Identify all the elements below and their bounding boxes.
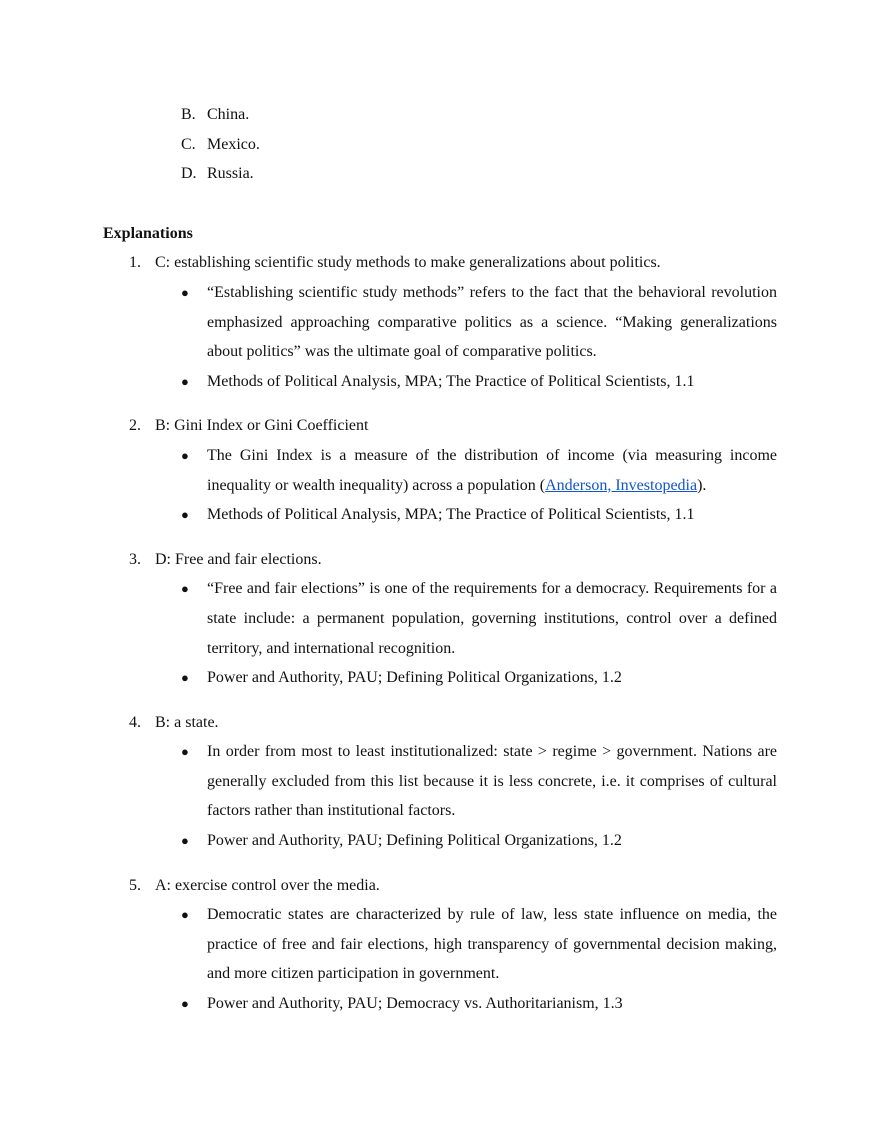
bullet-icon: ●: [181, 507, 189, 523]
option-d: D. Russia.: [181, 165, 254, 183]
list-item: ● Democratic states are characterized by rule of law, less state influence on media, the practice of free and fair elections, high transparency of governmental decision making, and more citizen participation in government.: [181, 900, 777, 989]
list-item: ● Power and Authority, PAU; Democracy vs. Authoritarianism, 1.3: [181, 989, 777, 1019]
explanation-2: 2. B: Gini Index or Gini Coefficient ● The Gini Index is a measure of the distribution of income (via measuring income inequality or wealth inequality) across a population (Anderson, Investopedia). ● Methods of Political Analysis, MPA; The Practice of Political Scientists, 1.1: [129, 411, 777, 529]
bullet-icon: ●: [181, 581, 189, 597]
bullet-icon: ●: [181, 373, 189, 389]
bullet-icon: ●: [181, 833, 189, 849]
explanation-3: 3. D: Free and fair elections. ● “Free and fair elections” is one of the requirements for a democracy. Requirements for a state include: a permanent population, governing institutions, control over a defined territory, and international recognition. ● Power and Authority, PAU; Defining Political Organizations, 1.2: [129, 545, 777, 693]
list-item: ● Power and Authority, PAU; Defining Political Organizations, 1.2: [181, 663, 777, 693]
bullet-icon: ●: [181, 996, 189, 1012]
bullet-icon: ●: [181, 670, 189, 686]
section-heading: Explanations: [103, 224, 193, 242]
list-item: ● The Gini Index is a measure of the distribution of income (via measuring income inequality or wealth inequality) across a population (Anderson, Investopedia).: [181, 441, 777, 500]
bullet-icon: ●: [181, 744, 189, 760]
answer-options: [181, 100, 777, 189]
explanation-4: 4. B: a state. ● In order from most to least institutionalized: state > regime > government. Nations are generally excluded from this list because it is less concrete, i.e. it comprises of cultural factors rather than institutional factors. ● Power and Authority, PAU; Defining Political Organizations, 1.2: [129, 708, 777, 856]
list-item: ● Methods of Political Analysis, MPA; The Practice of Political Scientists, 1.1: [181, 367, 777, 397]
list-item: ● “Establishing scientific study methods” refers to the fact that the behavioral revolution emphasized approaching comparative politics as a science. “Making generalizations about politics” was the ultimate goal of comparative politics.: [181, 278, 777, 367]
explanation-5: 5. A: exercise control over the media. ● Democratic states are characterized by rule of law, less state influence on media, the practice of free and fair elections, high transparency of governmental decision making, and more citizen participation in government. ● Power and Authority, PAU; Democracy vs. Authoritarianism, 1.3: [129, 871, 777, 1019]
explanation-1: 1. C: establishing scientific study methods to make generalizations about politics. ● “Establishing scientific study methods” refers to the fact that the behavioral revolution emphasized approaching comparative politics as a science. “Making generalizations about politics” was the ultimate goal of comparative politics. ● Methods of Political Analysis, MPA; The Practice of Political Scientists, 1.1: [129, 248, 777, 396]
list-item: ● In order from most to least institutionalized: state > regime > government. Nations are generally excluded from this list because it is less concrete, i.e. it comprises of cultural factors rather than institutional factors.: [181, 737, 777, 826]
citation-link[interactable]: Anderson, Investopedia: [545, 476, 698, 494]
bullet-icon: ●: [181, 907, 189, 923]
option-c: C. Mexico.: [181, 135, 260, 153]
bullet-icon: ●: [181, 284, 189, 300]
bullet-icon: ●: [181, 447, 189, 463]
list-item: ● Power and Authority, PAU; Defining Political Organizations, 1.2: [181, 826, 777, 856]
list-item: ● Methods of Political Analysis, MPA; The Practice of Political Scientists, 1.1: [181, 500, 777, 530]
list-item: ● “Free and fair elections” is one of the requirements for a democracy. Requirements for a state include: a permanent population, governing institutions, control over a defined territory, and international recognition.: [181, 574, 777, 663]
document-page: [103, 100, 777, 1019]
option-b: B. China.: [181, 106, 250, 123]
